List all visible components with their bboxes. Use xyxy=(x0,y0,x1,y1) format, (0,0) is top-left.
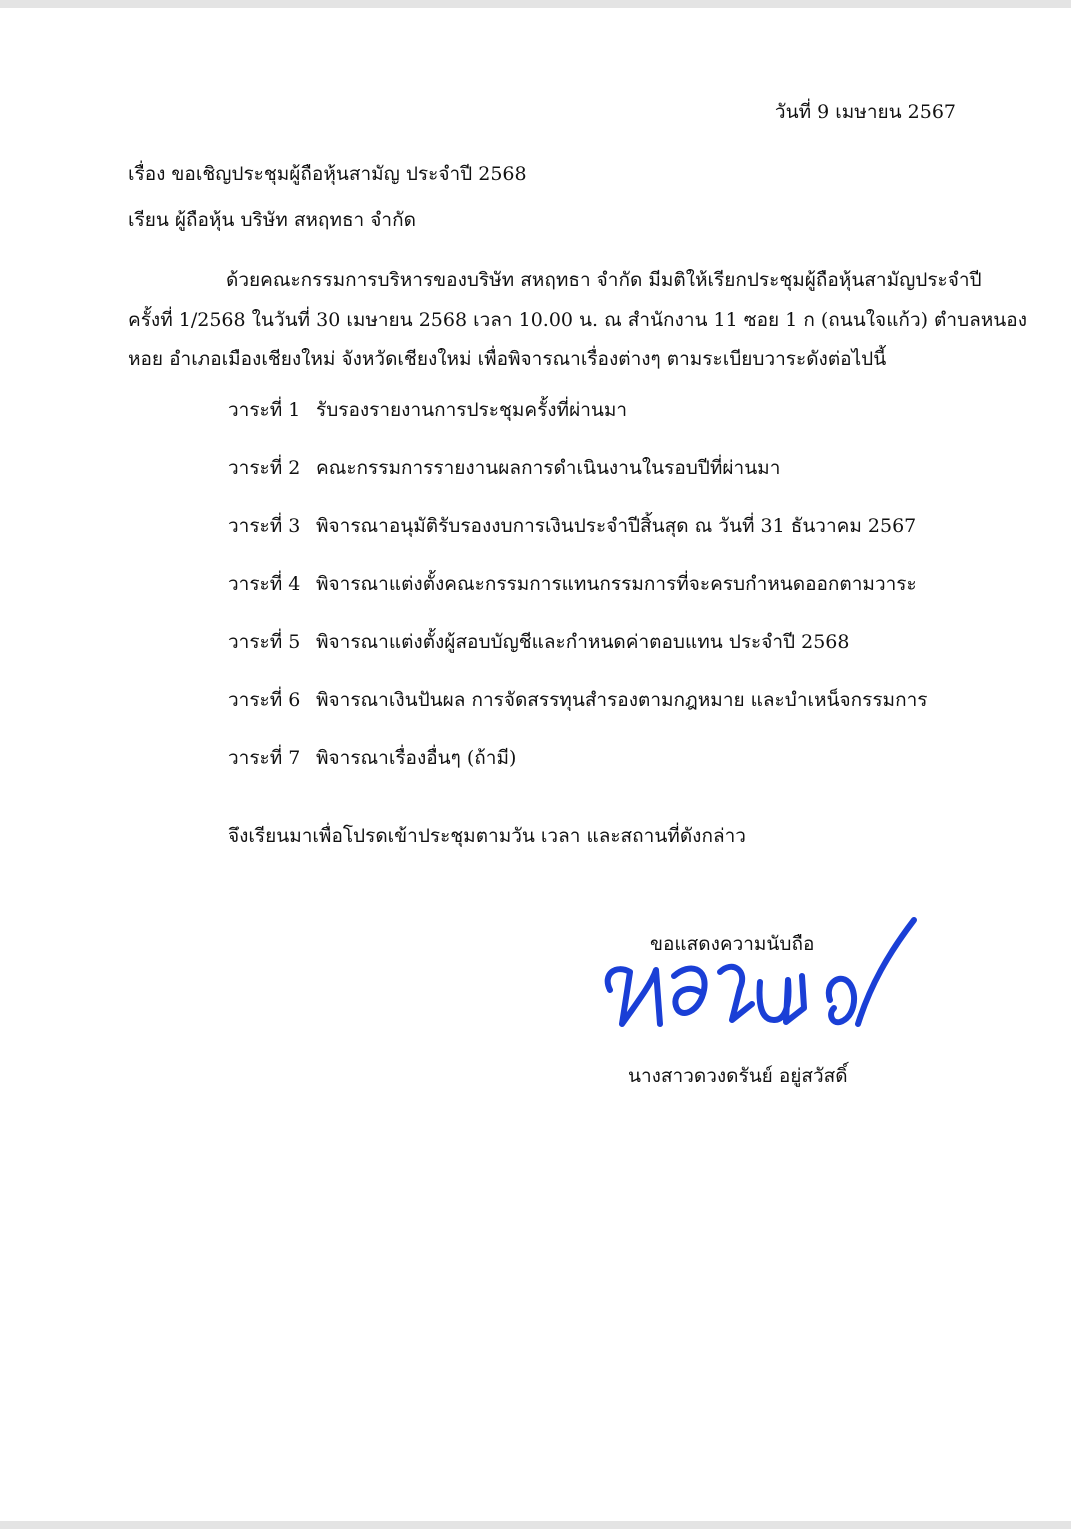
signer-name: นางสาวดวงดรันย์ อยู่สวัสดิ์ xyxy=(628,1065,848,1087)
letter-page xyxy=(0,8,1071,1521)
body-line: ครั้งที่ 1/2568 ในวันที่ 30 เมษายน 2568 เวลา 10.00 น. ณ สำนักงาน 11 ซอย 1 ก (ถนนใจแก้ว) ตำบลหนอง xyxy=(128,309,1027,331)
agenda-number: วาระที่ 6 xyxy=(228,689,301,711)
agenda-item-text: พิจารณาแต่งตั้งคณะกรรมการแทนกรรมการที่จะครบกำหนดออกตามวาระ xyxy=(316,573,917,595)
agenda-number: วาระที่ 1 xyxy=(228,399,301,421)
agenda-item-text: พิจารณาอนุมัติรับรองงบการเงินประจำปีสิ้นสุด ณ วันที่ 31 ธันวาคม 2567 xyxy=(316,515,917,537)
agenda-item-text: พิจารณาแต่งตั้งผู้สอบบัญชีและกำหนดค่าตอบแทน ประจำปี 2568 xyxy=(316,631,850,653)
agenda-number: วาระที่ 4 xyxy=(228,573,301,595)
body-line: หอย อำเภอเมืองเชียงใหม่ จังหวัดเชียงใหม่ เพื่อพิจารณาเรื่องต่างๆ ตามระเบียบวาระดังต่อไปนี้ xyxy=(128,348,887,370)
letter-subject: เรื่อง ขอเชิญประชุมผู้ถือหุ้นสามัญ ประจำปี 2568 xyxy=(128,163,527,185)
body-line: ด้วยคณะกรรมการบริหารของบริษัท สหฤทธา จำกัด มีมติให้เรียกประชุมผู้ถือหุ้นสามัญประจำปี xyxy=(226,269,982,291)
handwritten-signature xyxy=(592,912,932,1042)
agenda-item-text: พิจารณาเรื่องอื่นๆ (ถ้ามี) xyxy=(316,747,517,769)
agenda-number: วาระที่ 2 xyxy=(228,457,301,479)
letter-recipient: เรียน ผู้ถือหุ้น บริษัท สหฤทธา จำกัด xyxy=(128,209,416,231)
letter-regards: ขอแสดงความนับถือ xyxy=(650,933,815,955)
agenda-item-text: รับรองรายงานการประชุมครั้งที่ผ่านมา xyxy=(316,399,628,421)
agenda-number: วาระที่ 5 xyxy=(228,631,301,653)
agenda-item-text: พิจารณาเงินปันผล การจัดสรรทุนสำรองตามกฎหมาย และบำเหน็จกรรมการ xyxy=(316,689,928,711)
agenda-number: วาระที่ 7 xyxy=(228,747,301,769)
letter-closing: จึงเรียนมาเพื่อโปรดเข้าประชุมตามวัน เวลา และสถานที่ดังกล่าว xyxy=(228,825,746,847)
agenda-item-text: คณะกรรมการรายงานผลการดำเนินงานในรอบปีที่ผ่านมา xyxy=(316,457,781,479)
agenda-number: วาระที่ 3 xyxy=(228,515,301,537)
letter-date: วันที่ 9 เมษายน 2567 xyxy=(774,101,956,123)
